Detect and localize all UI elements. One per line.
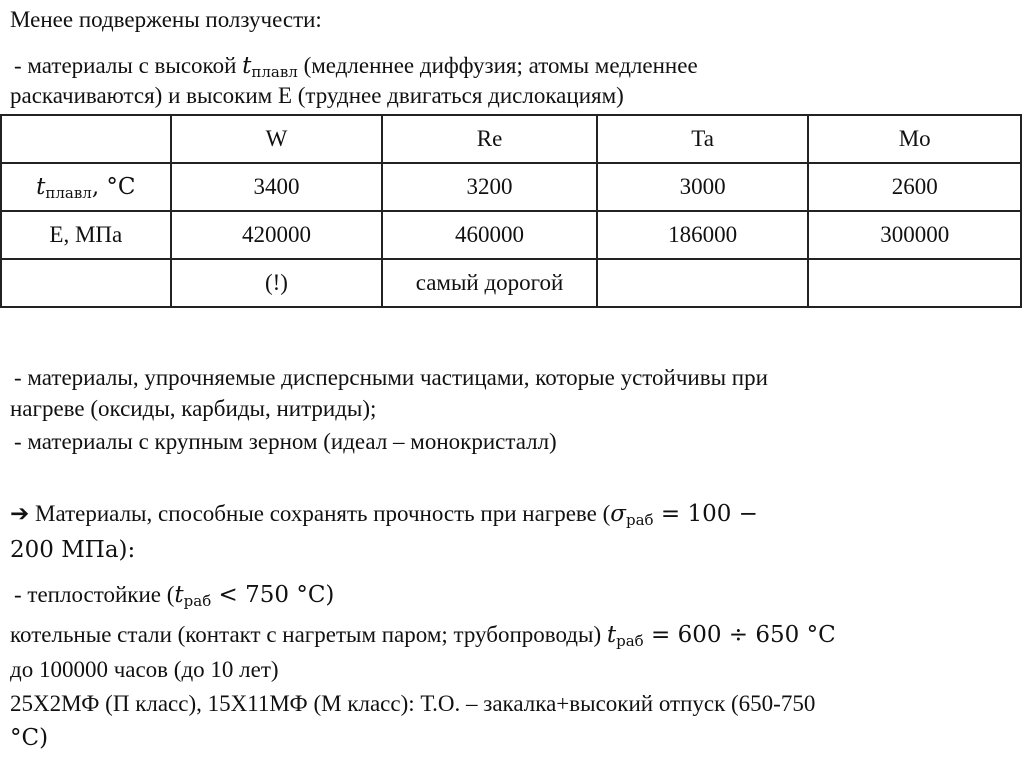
paragraph-dispersion-2: нагреве (оксиды, карбиды, нитриды); — [10, 396, 377, 421]
table-header-mo: Mo — [808, 115, 1021, 163]
table-header-ta: Ta — [597, 115, 809, 163]
table-cell — [1, 115, 171, 163]
table-cell — [597, 259, 809, 307]
table-cell — [1, 259, 171, 307]
intro-line-1-pre: - материалы с высокой — [14, 53, 237, 78]
materials-table — [0, 114, 1022, 308]
heading: Менее подвержены ползучести: — [10, 7, 322, 32]
arrow-icon: ➔ — [10, 501, 30, 526]
table-cell: (!) — [171, 259, 383, 307]
paragraph-heat-resistant: - теплостойкие (tраб < 750 °C) — [14, 582, 335, 610]
row-label-e: E, МПа — [1, 211, 171, 259]
paragraph-duration: до 100000 часов (до 10 лет) — [10, 657, 279, 682]
table-header-w: W — [171, 115, 383, 163]
table-header-row — [1, 115, 1021, 163]
paragraph-boiler-steels: котельные стали (контакт с нагретым паром; трубопроводы) tраб = 600 ÷ 650 °C — [10, 622, 836, 650]
table-row — [1, 259, 1021, 307]
intro-line-2: раскачиваются) и высоким E (труднее двигаться дислокациям) — [10, 83, 624, 108]
table-row — [1, 163, 1021, 211]
intro-line-1-post: (медленнее диффузия; атомы медленнее — [303, 53, 698, 78]
table-cell: 2600 — [808, 163, 1021, 211]
table-header-re: Re — [382, 115, 597, 163]
table-row — [1, 211, 1021, 259]
intro-line-1 — [14, 52, 698, 82]
table-cell: самый дорогой — [382, 259, 597, 307]
paragraph-dispersion-1: - материалы, упрочняемые дисперсными частицами, которые устойчивы при — [14, 365, 768, 390]
table-cell: 186000 — [597, 211, 809, 259]
table-cell: 3400 — [171, 163, 383, 211]
paragraph-heat-strength-2: 200 МПа): — [10, 537, 136, 563]
t-melt-symbol: tплавл — [242, 53, 298, 81]
table-cell: 460000 — [382, 211, 597, 259]
table-cell: 300000 — [808, 211, 1021, 259]
table-cell: 3000 — [597, 163, 809, 211]
row-label-melt: tплавл, °C — [1, 163, 171, 211]
paragraph-heat-strength: ➔ Материалы, способные сохранять прочность при нагреве (σраб = 100 − — [10, 501, 758, 529]
paragraph-coarse-grain: - материалы с крупным зерном (идеал – монокристалл) — [14, 429, 557, 454]
table-cell — [808, 259, 1021, 307]
paragraph-grades: 25Х2МФ (П класс), 15Х11МФ (М класс): Т.О. – закалка+высокий отпуск (650-750 — [10, 691, 816, 716]
table-cell: 3200 — [382, 163, 597, 211]
paragraph-grades-end: °C) — [10, 725, 49, 751]
table-cell: 420000 — [171, 211, 383, 259]
